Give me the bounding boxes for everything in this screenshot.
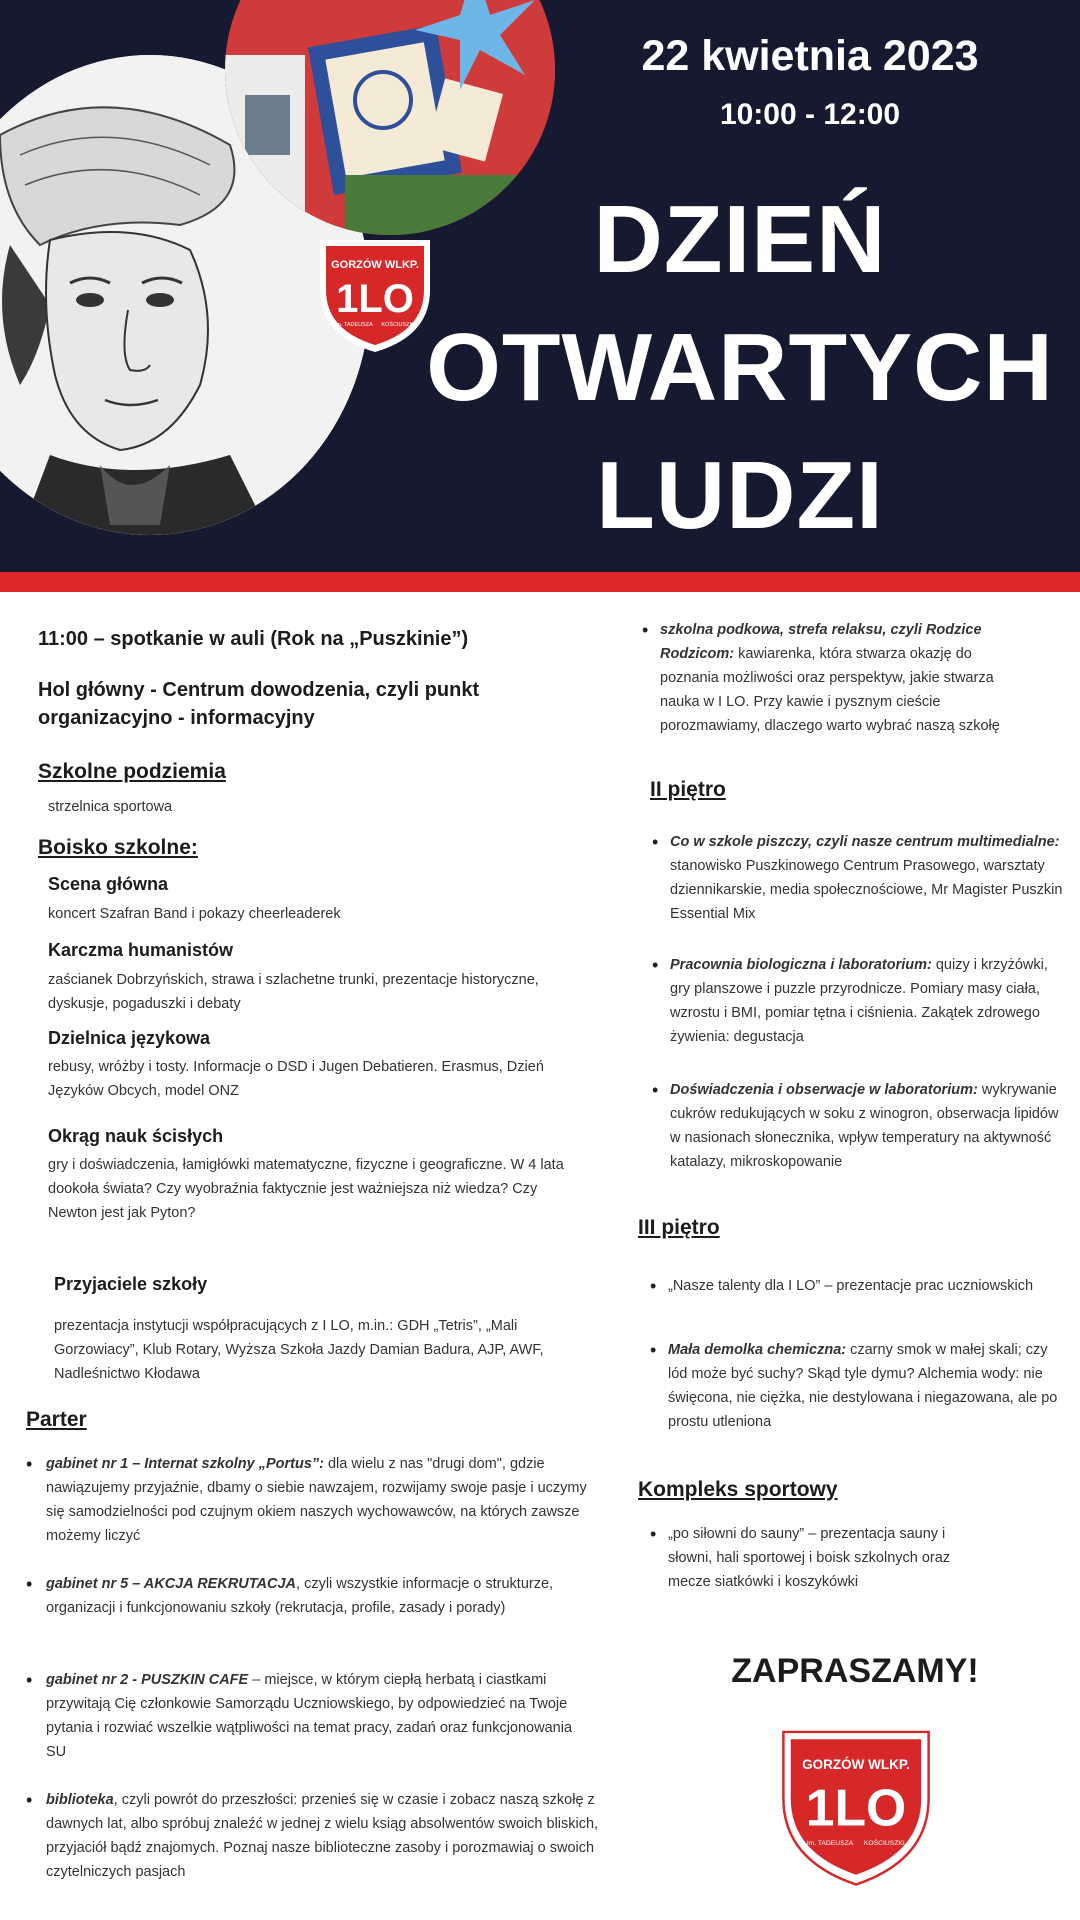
pietro3-item-2 [668,1338,1068,1434]
bullet-icon: • [642,620,649,640]
parter-item-2-text: , czyli wszystkie informacje o strukturze, organizacji i funkcjonowaniu szkoły (rekrutacja, profile, zasady i porady) [46,1576,554,1616]
pietro2-item-2-label: Pracownia biologiczna i laboratorium: [670,957,932,973]
pietro2-item-2-text: quizy i krzyżówki, gry planszowe i puzzle przyrodnicze. Pomiary masy ciała, wzrostu i BMI, pomiar tętna i ciśnienia. Zakątek zdrowego żywienia: degustacja [670,957,1048,1045]
pietro2-item-2 [670,953,1065,1049]
pietro2-item-3-text: wykrywanie cukrów redukujących w soku z winogron, obserwacja lipidów w nasionach słonecznika, wpływ temperatury na aktywność katalazy, mikroskopowanie [670,1082,1059,1170]
bullet-icon: • [650,1524,657,1544]
badge-bottom-patron-right: KOŚCIUSZKI [863,1840,905,1848]
badge-bottom-city: GORZÓW WLKP. [802,1756,910,1772]
parter-item-1-label: gabinet nr 1 – Internat szkolny „Portus”: [46,1456,324,1472]
parter-item-3 [46,1668,594,1764]
podziemia-text: strzelnica sportowa [48,799,173,815]
parter-item-3-text: – miejsce, w którym ciepłą herbatą i ciastkami przywitają Cię członkowie Samorządu Uczniowskiego, by odpowiedzieć na Twoje pytania i rozwiać wszelkie wątpliwości na temat pracy, zadań oraz funkcjonowania SU [46,1672,573,1760]
event-date: 22 kwietnia 2023 [641,32,979,80]
title-line-1: DZIEŃ [593,186,887,293]
title-line-2: OTWARTYCH [426,314,1054,421]
kompleks-heading: Kompleks sportowy [638,1478,838,1501]
badge-city-text: GORZÓW WLKP. [331,259,419,271]
bullet-icon: • [652,832,659,852]
parter-item-2-label: gabinet nr 5 – AKCJA REKRUTACJA [46,1576,297,1592]
parter-item-4 [46,1788,626,1884]
school-logo-badge-bottom [776,1722,936,1892]
parter-item-3-label: gabinet nr 2 - PUSZKIN CAFE [46,1672,249,1688]
zapraszamy-heading: ZAPRASZAMY! [731,1652,979,1690]
header-banner [0,0,1080,572]
bullet-icon: • [652,1080,659,1100]
pietro2-item-3 [670,1078,1065,1174]
podkowa-text: kawiarenka, która stwarza okazję do poznania możliwości oraz perspektyw, jakie stwarza nauka w I LO. Przy kawie i pysznym cieście porozmawiamy, dlaczego warto wybrać naszą szkołę [660,646,1000,734]
bullet-icon: • [652,955,659,975]
bullet-icon: • [26,1790,33,1810]
event-time: 10:00 - 12:00 [719,98,901,131]
parter-item-1 [46,1452,594,1548]
pietro3-heading: III piętro [638,1216,720,1239]
okrag-title: Okrąg nauk ścisłych [48,1126,224,1146]
przyjaciele-text: prezentacja instytucji współpracujących z I LO, m.in.: GDH „Tetris”, „Mali Gorzowiacy”, Klub Rotary, Wyższa Szkoła Jazdy Damian Badura, AJP, AWF, Nadleśnictwo Kłodawa [54,1318,544,1382]
pietro2-item-1 [670,830,1065,926]
scena-title: Scena główna [48,874,169,894]
hol-glowny: Hol główny - Centrum dowodzenia, czyli punkt organizacyjno - informacyjny [38,679,480,729]
pietro3-item-1-text: „Nasze talenty dla I LO” – prezentacje prac uczniowskich [668,1278,1034,1294]
parter-item-2 [46,1572,594,1620]
okrag-text: gry i doświadczenia, łamigłówki matematyczne, fizyczne i geograficzne. W 4 lata dookoła świata? Czy wyobraźnia faktycznie jest ważniejsza niż wiedza? Czy Newton jest jak Pyton? [48,1157,564,1221]
scena-text: koncert Szafran Band i pokazy cheerleaderek [48,906,341,922]
przyjaciele-title: Przyjaciele szkoły [54,1274,208,1294]
badge-patron-left: im. TADEUSZA [335,322,373,328]
kompleks-text: „po siłowni do sauny” – prezentacja sauny i słowni, hali sportowej i boisk szkolnych oraz mecze siatkówki i koszykówki [668,1526,951,1590]
red-divider [0,572,1080,592]
dzielnica-title: Dzielnica językowa [48,1028,211,1048]
parter-item-4-text: , czyli powrót do przeszłości: przenieś się w czasie i zobacz naszą szkołę z dawnych lat, albo spróbuj znaleźć w jednej z wielu ksiąg absolwentów swoich bliskich, przyjaciół bądź znajomych. Poznaj nasze biblioteczne zasoby i porozmawiaj o swoich czytelniczych pasjach [46,1792,599,1880]
badge-patron-right: KOŚCIUSZKI [381,322,415,328]
badge-school-text: 1LO [336,277,414,321]
pietro3-item-2-label: Mała demolka chemiczna: [668,1342,847,1358]
badge-bottom-school: 1LO [805,1778,907,1837]
bullet-icon: • [650,1276,657,1296]
karczma-text: zaścianek Dobrzyńskich, strawa i szlachetne trunki, prezentacje historyczne, dyskusje, pogaduszki i debaty [48,972,539,1012]
pietro2-heading: II piętro [650,778,726,801]
badge-bottom-patron-left: im. TADEUSZA [807,1840,854,1848]
parter-item-1-text: dla wielu z nas "drugi dom", gdzie nawiązujemy przyjaźnie, dbamy o siebie nawzajem, rozwijamy swoje pasje i uczymy się samodzielności pod czujnym okiem naszych wychowawców, na których zawsze możemy liczyć [46,1456,587,1544]
bullet-icon: • [650,1340,657,1360]
podziemia-heading: Szkolne podziemia [38,760,226,783]
pietro3-item-1 [668,1274,1068,1298]
bullet-icon: • [26,1670,33,1690]
karczma-title: Karczma humanistów [48,940,234,960]
bullet-icon: • [26,1574,33,1594]
pietro3-item-2-text: czarny smok w małej skali; czy lód może być suchy? Skąd tyle dymu? Alchemia wody: nie święcona, nie ciężka, nie destylowana i niegazowana, ale po prostu utleniona [668,1342,1058,1430]
bullet-icon: • [26,1454,33,1474]
title-line-3: LUDZI [596,442,884,549]
parter-heading: Parter [26,1408,87,1431]
podkowa-label: szkolna podkowa, strefa relaksu, czyli Rodzice Rodzicom: [660,622,982,662]
pietro2-item-1-label: Co w szkole piszczy, czyli nasze centrum multimedialne: [670,834,1060,850]
pietro2-item-1-text: stanowisko Puszkinowego Centrum Prasowego, warsztaty dziennikarskie, media społecznościowe, Mr Magister Puszkin Essential Mix [670,858,1063,922]
meeting-info: 11:00 – spotkanie w auli (Rok na „Puszkinie”) [38,628,469,650]
dzielnica-text: rebusy, wróżby i tosty. Informacje o DSD i Jugen Debatieren. Erasmus, Dzień Języków Obcych, model ONZ [48,1059,544,1099]
pietro2-item-3-label: Doświadczenia i obserwacje w laboratorium: [670,1082,978,1098]
parter-item-4-label: biblioteka [46,1792,114,1808]
podkowa-item [660,618,1030,738]
boisko-heading: Boisko szkolne: [38,836,198,859]
